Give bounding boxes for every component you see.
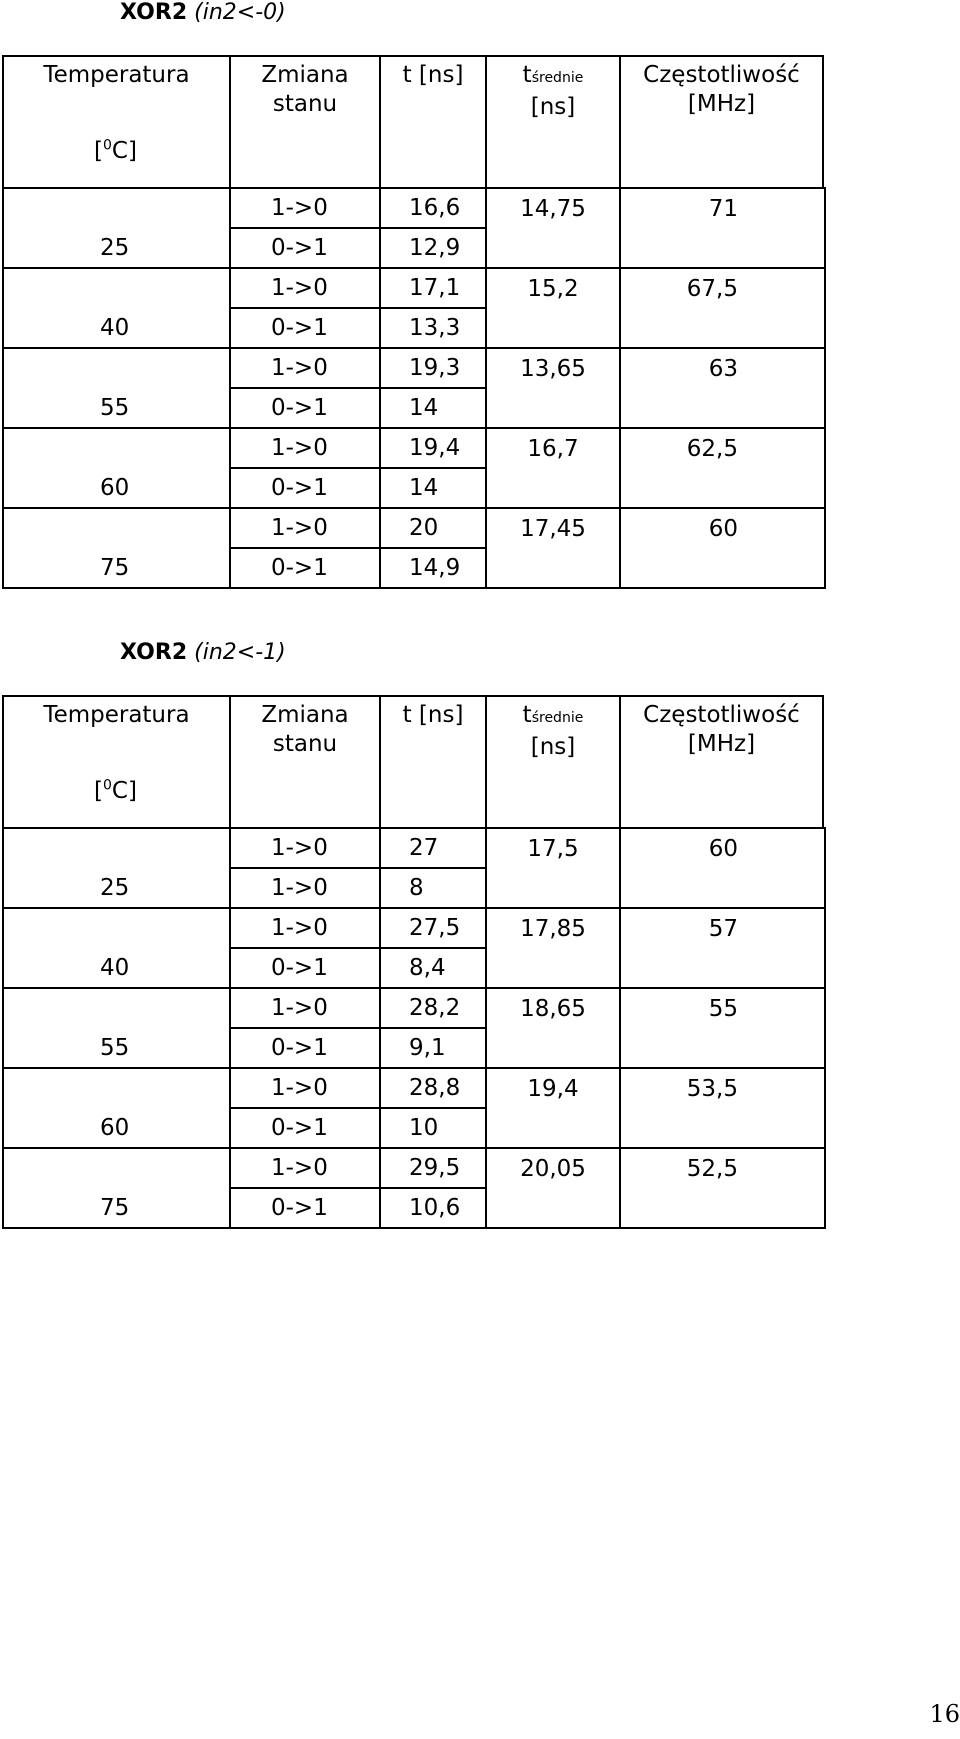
time-cell: 28,2 xyxy=(380,988,486,1028)
header-state-change xyxy=(231,57,381,187)
table-row xyxy=(3,948,825,988)
temperature-cell: 40 xyxy=(3,948,230,988)
time-cell: 14 xyxy=(380,468,486,508)
state-change-cell: 0->1 xyxy=(230,1188,380,1228)
table-row xyxy=(3,428,825,468)
frequency-cell: 62,5 xyxy=(620,428,825,468)
time-cell: 12,9 xyxy=(380,228,486,268)
table-1-title xyxy=(120,0,286,25)
header-avg-time-line2: [ns] xyxy=(530,734,576,760)
header-state-change-line2: stanu xyxy=(272,731,338,757)
time-cell: 20 xyxy=(380,508,486,548)
header-temperature-label: Temperatura xyxy=(43,62,190,88)
frequency-cell: 63 xyxy=(620,348,825,388)
table-row xyxy=(3,828,825,868)
temperature-cell: 40 xyxy=(3,308,230,348)
avg-time-cell-empty xyxy=(486,868,620,908)
temperature-cell: 60 xyxy=(3,468,230,508)
temperature-cell xyxy=(3,268,230,308)
table-row xyxy=(3,188,825,228)
table-row xyxy=(3,348,825,388)
time-cell: 27 xyxy=(380,828,486,868)
table-row xyxy=(3,388,825,428)
table-1-title-bold: XOR2 xyxy=(120,0,188,25)
temperature-cell xyxy=(3,908,230,948)
avg-time-cell: 16,7 xyxy=(486,428,620,468)
header-temperature xyxy=(4,57,231,187)
state-change-cell: 1->0 xyxy=(230,908,380,948)
header-time-label: t [ns] xyxy=(402,62,464,88)
time-cell: 14,9 xyxy=(380,548,486,588)
time-cell: 29,5 xyxy=(380,1148,486,1188)
header-avg-time-line2: [ns] xyxy=(530,94,576,120)
header-time xyxy=(381,57,487,187)
state-change-cell: 1->0 xyxy=(230,268,380,308)
state-change-cell: 1->0 xyxy=(230,188,380,228)
state-change-cell: 1->0 xyxy=(230,428,380,468)
temperature-cell xyxy=(3,828,230,868)
frequency-cell-empty xyxy=(620,308,825,348)
frequency-cell-empty xyxy=(620,548,825,588)
temperature-cell: 55 xyxy=(3,388,230,428)
header-time xyxy=(381,697,487,827)
header-frequency-line2: [MHz] xyxy=(687,731,756,757)
table-2 xyxy=(2,695,824,1229)
temperature-cell xyxy=(3,508,230,548)
table-row xyxy=(3,1148,825,1188)
avg-time-cell-empty xyxy=(486,1188,620,1228)
table-row xyxy=(3,1028,825,1068)
avg-time-cell: 18,65 xyxy=(486,988,620,1028)
avg-time-cell: 14,75 xyxy=(486,188,620,228)
state-change-cell: 1->0 xyxy=(230,988,380,1028)
state-change-cell: 1->0 xyxy=(230,1148,380,1188)
table-1-title-italic: (in2<-0) xyxy=(194,0,286,25)
temperature-cell xyxy=(3,988,230,1028)
table-row xyxy=(3,868,825,908)
header-frequency xyxy=(621,697,822,827)
time-cell: 19,4 xyxy=(380,428,486,468)
header-frequency-line1: Częstotliwość xyxy=(643,702,800,728)
temperature-cell: 75 xyxy=(3,1188,230,1228)
frequency-cell-empty xyxy=(620,1028,825,1068)
header-state-change-line2: stanu xyxy=(272,91,338,117)
table-2-body xyxy=(2,827,826,1229)
temperature-cell: 75 xyxy=(3,548,230,588)
avg-time-cell-empty xyxy=(486,468,620,508)
table-row xyxy=(3,508,825,548)
header-frequency-line2: [MHz] xyxy=(687,91,756,117)
frequency-cell: 60 xyxy=(620,508,825,548)
header-avg-time xyxy=(487,57,621,187)
avg-time-cell: 13,65 xyxy=(486,348,620,388)
header-state-change xyxy=(231,697,381,827)
temperature-cell xyxy=(3,428,230,468)
frequency-cell: 55 xyxy=(620,988,825,1028)
frequency-cell-empty xyxy=(620,1188,825,1228)
header-temperature xyxy=(4,697,231,827)
state-change-cell: 1->0 xyxy=(230,348,380,388)
state-change-cell: 0->1 xyxy=(230,388,380,428)
table-row xyxy=(3,988,825,1028)
table-row xyxy=(3,468,825,508)
header-state-change-line1: Zmiana xyxy=(261,702,349,728)
avg-time-cell-empty xyxy=(486,308,620,348)
frequency-cell: 71 xyxy=(620,188,825,228)
table-row xyxy=(3,548,825,588)
header-state-change-line1: Zmiana xyxy=(261,62,349,88)
state-change-cell: 1->0 xyxy=(230,1068,380,1108)
frequency-cell-empty xyxy=(620,868,825,908)
temperature-cell xyxy=(3,188,230,228)
avg-time-cell-empty xyxy=(486,1028,620,1068)
frequency-cell: 52,5 xyxy=(620,1148,825,1188)
state-change-cell: 1->0 xyxy=(230,828,380,868)
temperature-cell xyxy=(3,1148,230,1188)
table-row xyxy=(3,1068,825,1108)
frequency-cell-empty xyxy=(620,948,825,988)
frequency-cell-empty xyxy=(620,1108,825,1148)
table-1 xyxy=(2,55,824,589)
frequency-cell: 57 xyxy=(620,908,825,948)
time-cell: 28,8 xyxy=(380,1068,486,1108)
header-avg-time-line1: tśrednie xyxy=(522,62,584,88)
temperature-cell: 60 xyxy=(3,1108,230,1148)
header-temperature-unit: [$^0$C] xyxy=(94,777,137,804)
page-number: 16 xyxy=(929,1700,960,1728)
state-change-cell: 1->0 xyxy=(230,868,380,908)
temperature-cell: 25 xyxy=(3,228,230,268)
temperature-cell: 55 xyxy=(3,1028,230,1068)
time-cell: 8,4 xyxy=(380,948,486,988)
table-1-body xyxy=(2,187,826,589)
table-row xyxy=(3,1108,825,1148)
state-change-cell: 0->1 xyxy=(230,948,380,988)
frequency-cell-empty xyxy=(620,228,825,268)
table-2-title-italic: (in2<-1) xyxy=(194,640,286,665)
avg-time-cell-empty xyxy=(486,388,620,428)
avg-time-cell-empty xyxy=(486,548,620,588)
header-avg-time-line1: tśrednie xyxy=(522,702,584,728)
frequency-cell-empty xyxy=(620,468,825,508)
frequency-cell: 60 xyxy=(620,828,825,868)
header-temperature-unit: [$^0$C] xyxy=(94,137,137,164)
state-change-cell: 0->1 xyxy=(230,308,380,348)
temperature-cell xyxy=(3,1068,230,1108)
avg-time-cell-empty xyxy=(486,228,620,268)
header-time-label: t [ns] xyxy=(402,702,464,728)
time-cell: 10,6 xyxy=(380,1188,486,1228)
header-frequency xyxy=(621,57,822,187)
frequency-cell: 53,5 xyxy=(620,1068,825,1108)
table-2-header xyxy=(2,695,824,827)
header-avg-time xyxy=(487,697,621,827)
table-1-header xyxy=(2,55,824,187)
time-cell: 14 xyxy=(380,388,486,428)
state-change-cell: 0->1 xyxy=(230,228,380,268)
avg-time-cell: 15,2 xyxy=(486,268,620,308)
header-frequency-line1: Częstotliwość xyxy=(643,62,800,88)
avg-time-cell-empty xyxy=(486,1108,620,1148)
temperature-cell xyxy=(3,348,230,388)
table-row xyxy=(3,228,825,268)
table-row xyxy=(3,908,825,948)
state-change-cell: 0->1 xyxy=(230,1028,380,1068)
state-change-cell: 0->1 xyxy=(230,468,380,508)
frequency-cell-empty xyxy=(620,388,825,428)
state-change-cell: 0->1 xyxy=(230,1108,380,1148)
avg-time-cell: 17,85 xyxy=(486,908,620,948)
time-cell: 10 xyxy=(380,1108,486,1148)
avg-time-cell: 19,4 xyxy=(486,1068,620,1108)
time-cell: 8 xyxy=(380,868,486,908)
frequency-cell: 67,5 xyxy=(620,268,825,308)
time-cell: 27,5 xyxy=(380,908,486,948)
avg-time-cell-empty xyxy=(486,948,620,988)
table-row xyxy=(3,268,825,308)
time-cell: 9,1 xyxy=(380,1028,486,1068)
time-cell: 16,6 xyxy=(380,188,486,228)
time-cell: 19,3 xyxy=(380,348,486,388)
table-2-title-bold: XOR2 xyxy=(120,640,188,665)
time-cell: 17,1 xyxy=(380,268,486,308)
temperature-cell: 25 xyxy=(3,868,230,908)
table-row xyxy=(3,1188,825,1228)
state-change-cell: 0->1 xyxy=(230,548,380,588)
table-2-title xyxy=(120,640,286,665)
table-row xyxy=(3,308,825,348)
avg-time-cell: 17,45 xyxy=(486,508,620,548)
avg-time-cell: 17,5 xyxy=(486,828,620,868)
time-cell: 13,3 xyxy=(380,308,486,348)
state-change-cell: 1->0 xyxy=(230,508,380,548)
header-temperature-label: Temperatura xyxy=(43,702,190,728)
avg-time-cell: 20,05 xyxy=(486,1148,620,1188)
